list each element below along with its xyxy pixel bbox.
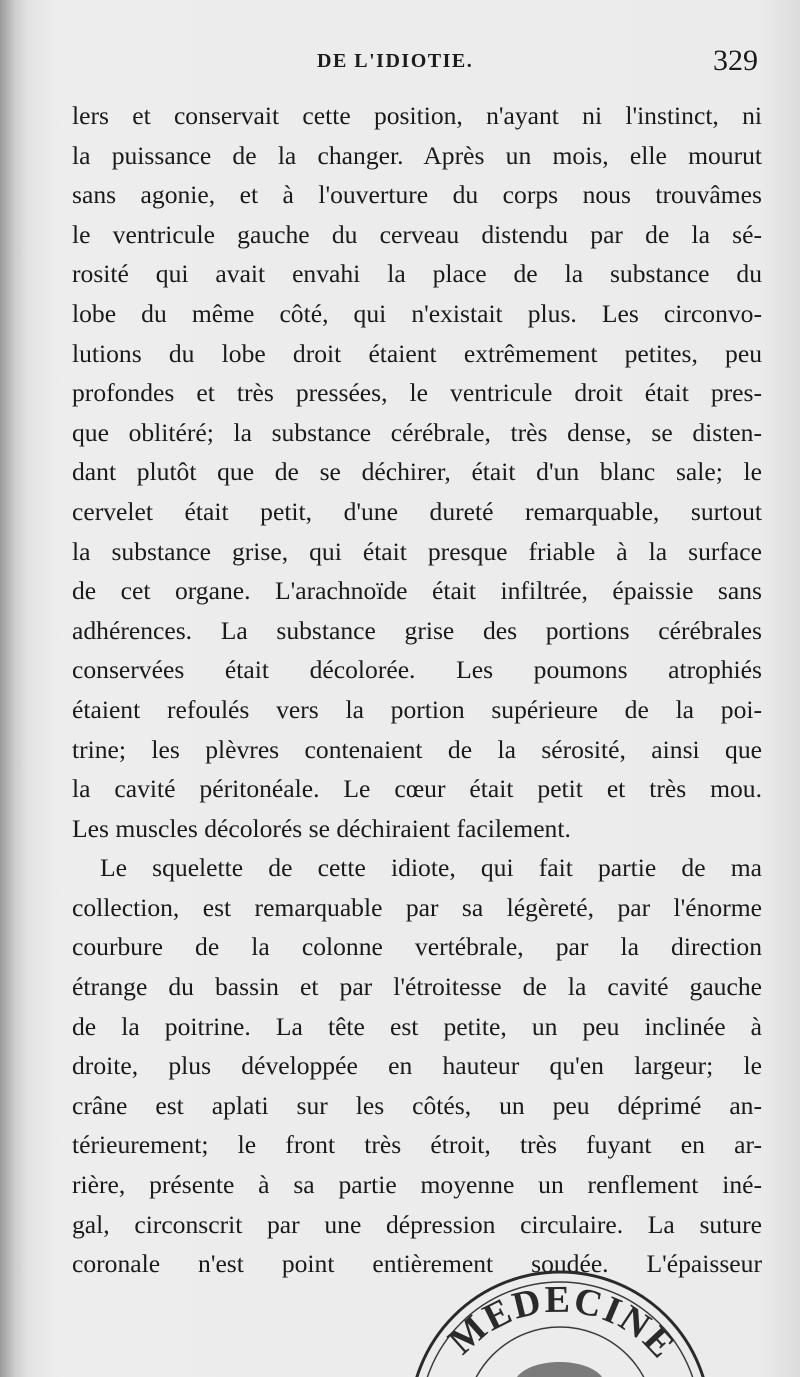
text-line: lers et conservait cette position, n'ayant ni l'instinct, ni	[72, 101, 762, 130]
paragraph-end-line: Les muscles décolorés se déchiraient facilement.	[72, 813, 571, 843]
text-line: étaient refoulés vers la portion supérieure de la poi-	[72, 694, 762, 724]
text-line: collection, est remarquable par sa légèreté, par l'énorme	[72, 892, 762, 922]
text-line: courbure de la colonne vertébrale, par la direction	[72, 932, 762, 962]
paragraph-start-line: Le squelette de cette idiote, qui fait partie de ma	[100, 853, 762, 883]
library-stamp	[392, 1262, 712, 1377]
page-number: 329	[713, 44, 758, 77]
text-line: conservées était décolorée. Les poumons atrophiés	[72, 655, 762, 685]
text-line: lutions du lobe droit étaient extrêmement petites, peu	[72, 338, 762, 368]
text-line: le ventricule gauche du cerveau distendu par de la sé-	[72, 219, 762, 249]
body-text	[72, 96, 762, 1284]
text-line: crâne est aplati sur les côtés, un peu déprimé an-	[72, 1090, 762, 1120]
text-line: lobe du même côté, qui n'existait plus. Les circonvo-	[72, 298, 762, 328]
text-line: dant plutôt que de se déchirer, était d'un blanc sale; le	[72, 457, 762, 487]
running-title: DE L'IDIOTIE.	[317, 50, 474, 72]
text-line: droite, plus développée en hauteur qu'en largeur; le	[72, 1051, 762, 1081]
text-line: rosité qui avait envahi la place de la substance du	[72, 259, 762, 289]
text-line: cervelet était petit, d'une dureté remarquable, surtout	[72, 496, 762, 526]
text-line: trine; les plèvres contenaient de la sérosité, ainsi que	[72, 734, 762, 764]
text-line: rière, présente à sa partie moyenne un renflement iné-	[72, 1170, 762, 1200]
text-line: térieurement; le front très étroit, très fuyant en ar-	[72, 1130, 762, 1160]
text-line: profondes et très pressées, le ventricule droit était pres-	[72, 378, 762, 408]
text-line: gal, circonscrit par une dépression circulaire. La suture	[72, 1209, 762, 1239]
text-line: sans agonie, et à l'ouverture du corps nous trouvâmes	[72, 180, 762, 210]
text-line: que oblitéré; la substance cérébrale, très dense, se disten-	[72, 417, 762, 447]
text-line: de cet organe. L'arachnoïde était infiltrée, épaissie sans	[72, 576, 762, 606]
running-header	[72, 42, 762, 82]
text-line: étrange du bassin et par l'étroitesse de la cavité gauche	[72, 972, 762, 1002]
page-gutter-shadow	[0, 0, 22, 1377]
text-line: la cavité péritonéale. Le cœur était petit et très mou.	[72, 774, 762, 804]
svg-text:MEDECINE	[440, 1279, 684, 1368]
stamp-text: MEDECINE	[440, 1278, 685, 1368]
text-line: de la poitrine. La tête est petite, un peu inclinée à	[72, 1011, 762, 1041]
text-line: la substance grise, qui était presque friable à la surface	[72, 536, 762, 566]
text-line: la puissance de la changer. Après un mois, elle mourut	[72, 140, 762, 170]
text-line: coronale n'est point entièrement soudée. L'épaisseur	[72, 1249, 762, 1279]
text-line: adhérences. La substance grise des portions cérébrales	[72, 615, 762, 645]
